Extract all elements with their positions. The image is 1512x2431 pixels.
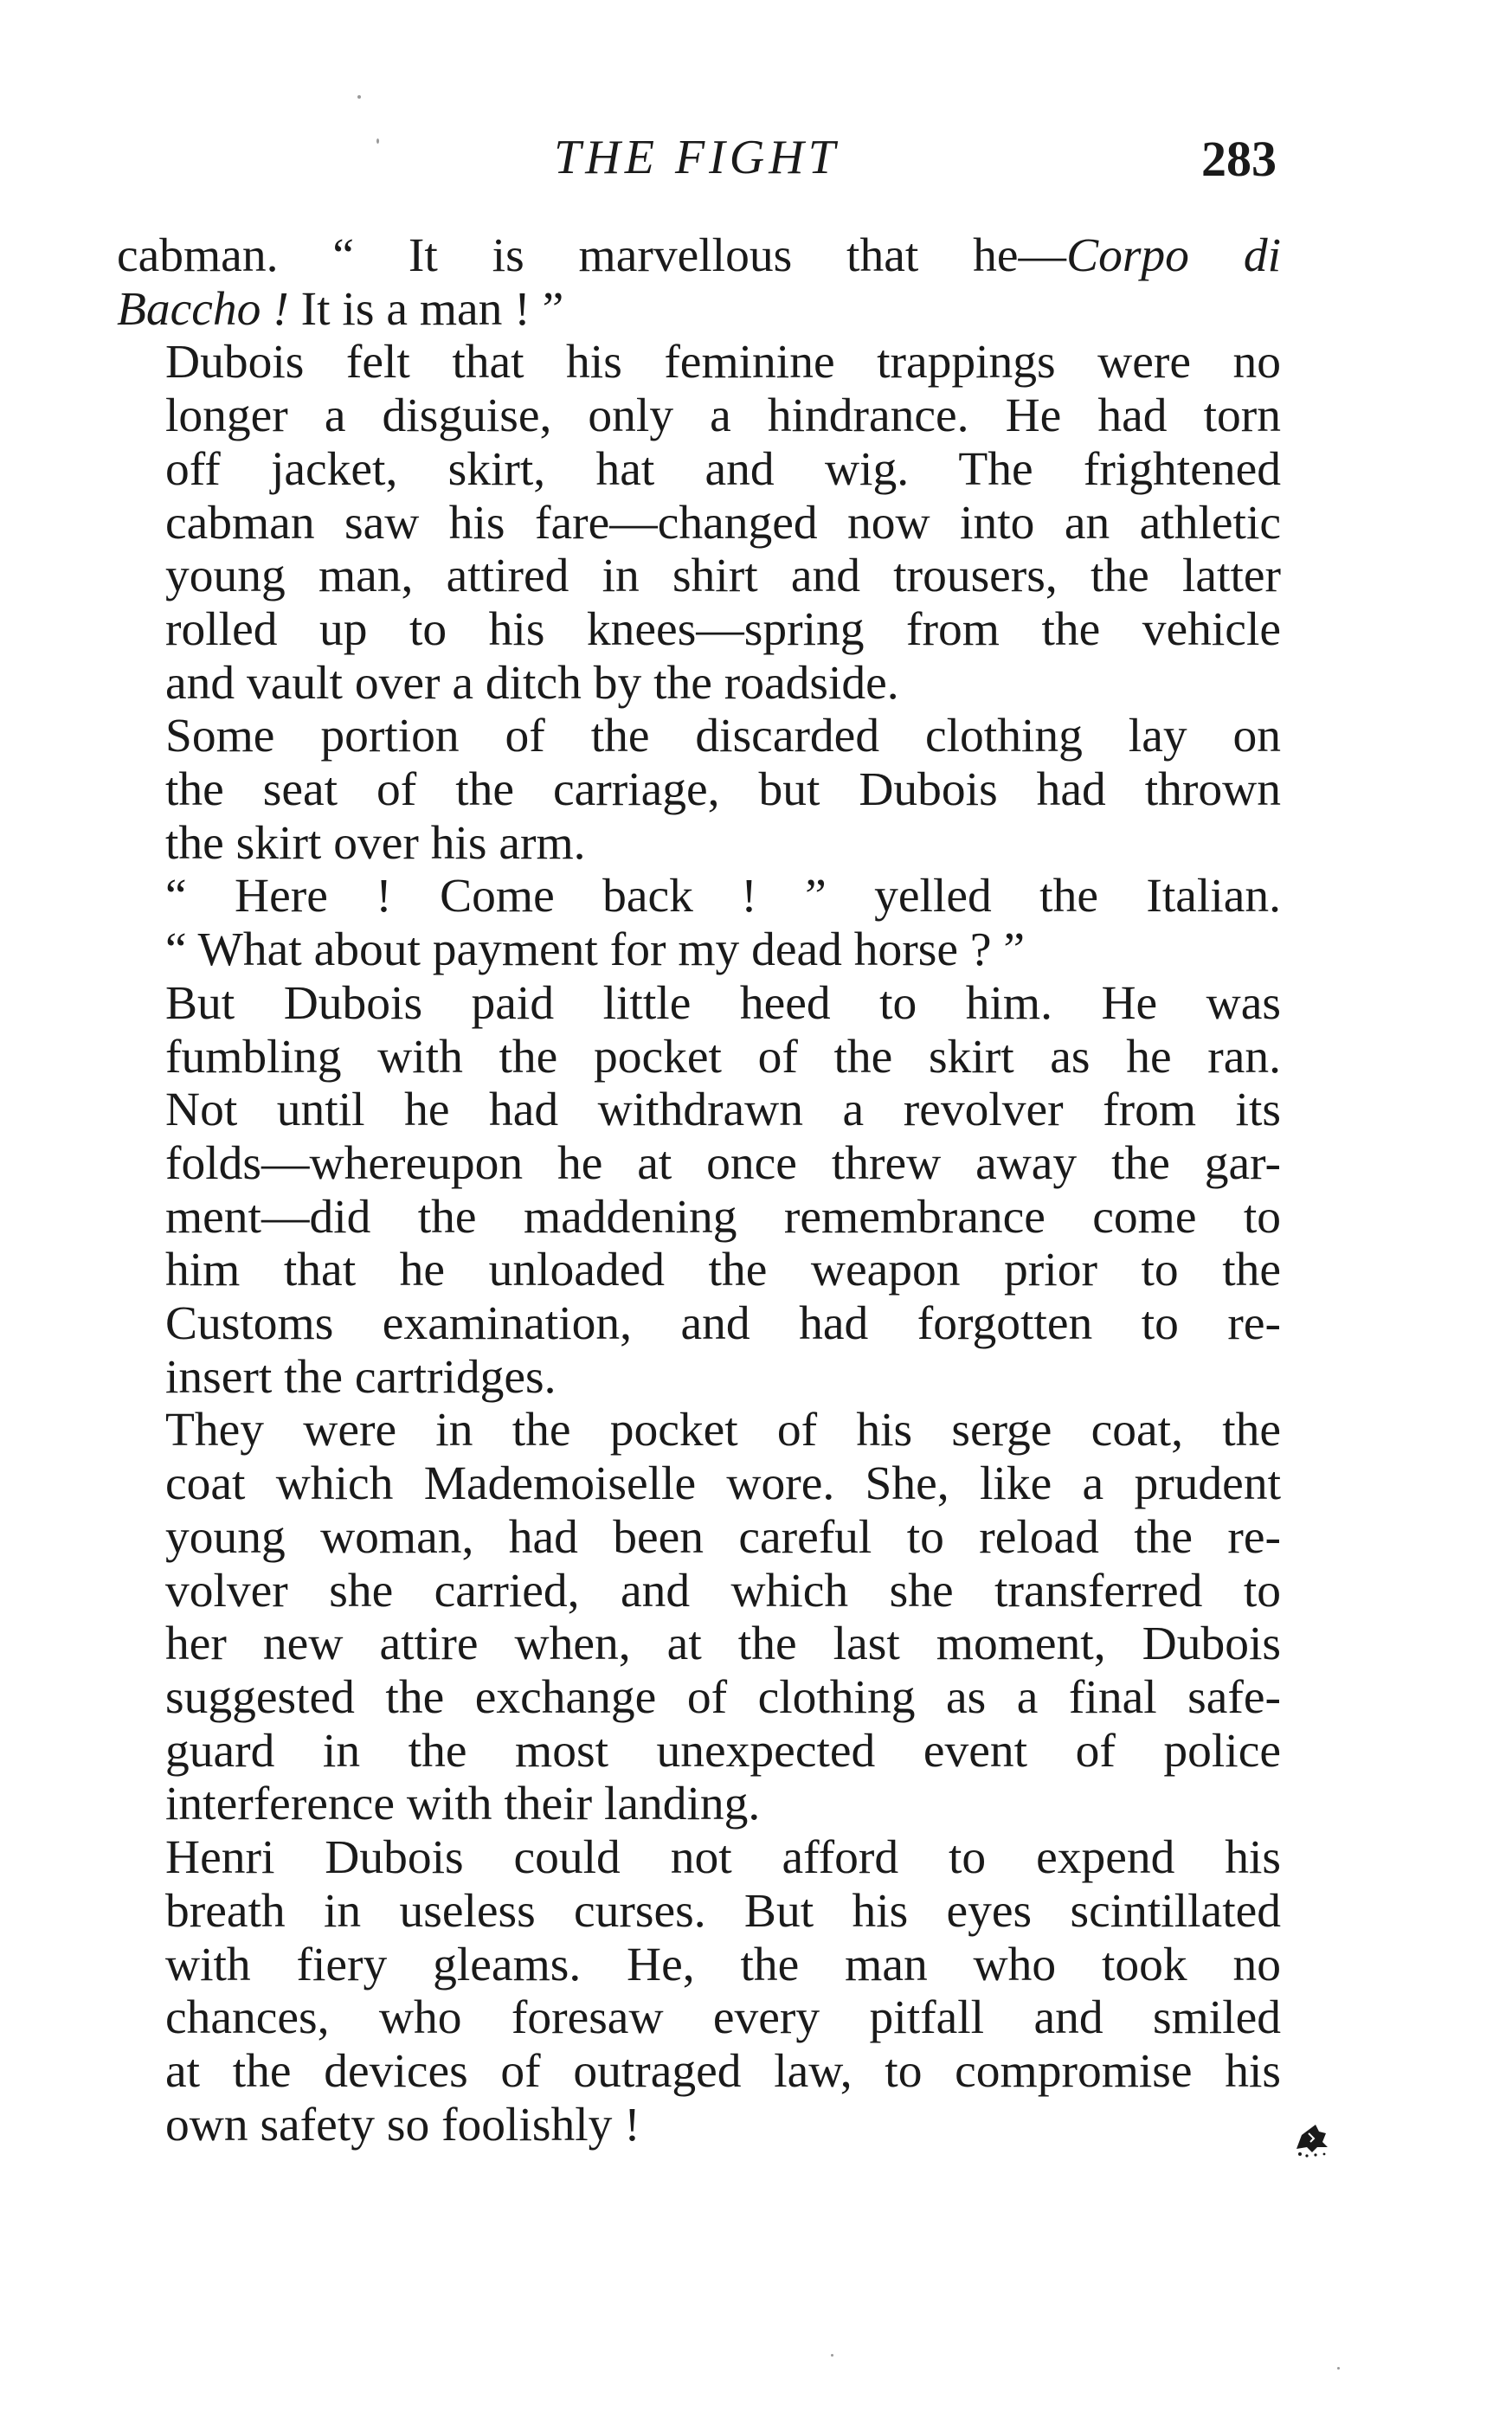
text-line: Dubois felt that his feminine trappings were no <box>165 336 1281 389</box>
text-line: suggested the exchange of clothing as a final safe- <box>165 1670 1281 1724</box>
paper-speck <box>376 138 379 144</box>
page-number: 283 <box>1201 131 1277 187</box>
text-line: Customs examination, and had forgotten to re- <box>165 1297 1281 1351</box>
text-line: longer a disguise, only a hindrance. He had torn <box>165 389 1281 443</box>
text-line: “ What about payment for my dead horse ? ” <box>165 923 1025 977</box>
paper-speck <box>357 95 361 99</box>
text-line: the seat of the carriage, but Dubois had thrown <box>165 763 1281 817</box>
text-line: off jacket, skirt, hat and wig. The frightened <box>165 442 1281 496</box>
italic-phrase: Baccho ! <box>117 282 289 336</box>
text-line: own safety so foolishly ! <box>165 2098 640 2151</box>
text-line: rolled up to his knees—spring from the vehicle <box>165 602 1281 656</box>
text-line: her new attire when, at the last moment, Dubois <box>165 1617 1281 1671</box>
text-line: volver she carried, and which she transferred to <box>165 1564 1281 1617</box>
text-line: Not until he had withdrawn a revolver from its <box>165 1084 1281 1137</box>
body-text <box>117 229 1281 2151</box>
text-line: ment—did the maddening remembrance come to <box>165 1190 1281 1244</box>
text-line: insert the cartridges. <box>165 1350 557 1404</box>
text-line: Some portion of the discarded clothing lay on <box>165 710 1281 763</box>
text-line: at the devices of outraged law, to compromise his <box>165 2044 1281 2098</box>
text-line: coat which Mademoiselle wore. She, like a prudent <box>165 1457 1281 1511</box>
text-line: “ Here ! Come back ! ” yelled the Italian. <box>165 870 1281 923</box>
paragraph <box>117 977 1281 1405</box>
text-line: breath in useless curses. But his eyes scintillated <box>165 1884 1281 1938</box>
text-line: They were in the pocket of his serge coat, the <box>165 1404 1281 1457</box>
text-line: Henri Dubois could not afford to expend his <box>165 1831 1281 1885</box>
paragraph <box>117 710 1281 870</box>
text-line: chances, who foresaw every pitfall and smiled <box>165 1991 1281 2045</box>
paragraph <box>117 1831 1281 2151</box>
paragraph <box>117 1404 1281 1831</box>
text-line: folds—whereupon he at once threw away the gar- <box>165 1136 1281 1190</box>
paragraph <box>117 870 1281 976</box>
running-title: THE FIGHT <box>554 131 840 184</box>
text-line: and vault over a ditch by the roadside. <box>165 656 899 710</box>
text-line: him that he unloaded the weapon prior to the <box>165 1244 1281 1297</box>
text-line: But Dubois paid little heed to him. He was <box>165 976 1281 1030</box>
paper-speck <box>1337 2367 1340 2370</box>
italic-phrase: Corpo di <box>1066 229 1281 282</box>
text-line: with fiery gleams. He, the man who took no <box>165 1938 1281 1991</box>
paragraph <box>117 336 1281 710</box>
text-line: Baccho ! It is a man ! ” <box>117 282 564 336</box>
paragraph <box>117 229 1281 336</box>
paper-speck <box>831 2354 833 2357</box>
text-line: young man, attired in shirt and trousers, the latter <box>165 550 1281 603</box>
text-line: fumbling with the pocket of the skirt as he ran. <box>165 1030 1281 1084</box>
text-line: guard in the most unexpected event of police <box>165 1724 1281 1778</box>
text-line: cabman saw his fare—changed now into an athletic <box>165 496 1281 550</box>
running-head <box>117 130 1277 199</box>
text-line: the skirt over his arm. <box>165 816 586 870</box>
text-line: interference with their landing. <box>165 1778 761 1831</box>
text-line: young woman, had been careful to reload the re- <box>165 1510 1281 1564</box>
printer-ornament-icon <box>1290 2116 1333 2159</box>
text-line: cabman. “ It is marvellous that he—Corpo di <box>117 229 1281 282</box>
